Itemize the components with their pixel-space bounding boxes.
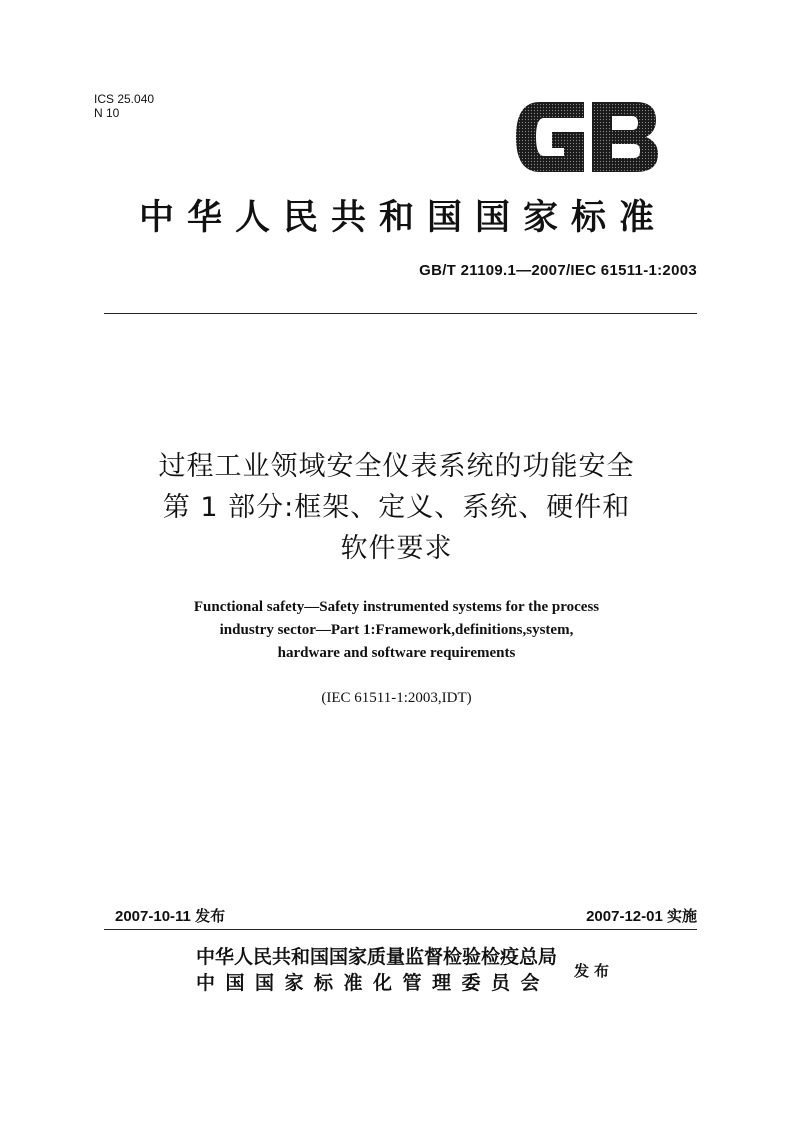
publish-label: 发布	[574, 962, 615, 980]
implementation-date: 2007-12-01 实施	[586, 908, 697, 925]
top-divider	[104, 313, 697, 314]
gb-logo	[512, 100, 660, 174]
adoption-note: (IEC 61511-1:2003,IDT)	[321, 690, 472, 706]
ics-code: ICS 25.040	[94, 92, 155, 106]
title-english-line-2: industry sector—Part 1:Framework,definitions,system,	[219, 622, 574, 638]
title-chinese-line-3: 软件要求	[340, 533, 453, 564]
issuer-sac: 中国国家标准化管理委员会	[196, 972, 551, 994]
standard-number: GB/T 21109.1—2007/IEC 61511-1:2003	[419, 262, 697, 279]
title-chinese-line-2: 第 1 部分:框架、定义、系统、硬件和	[162, 492, 631, 523]
national-standard-title: 中华人民共和国国家标准	[138, 197, 667, 238]
title-chinese	[0, 446, 793, 569]
issue-date: 2007-10-11 发布	[115, 908, 226, 925]
title-english	[0, 596, 793, 665]
title-english-line-3: hardware and software requirements	[277, 645, 516, 661]
category-code: N 10	[94, 106, 120, 120]
title-chinese-line-1: 过程工业领域安全仪表系统的功能安全	[158, 451, 635, 482]
issuing-authorities	[196, 944, 557, 996]
issuer-aqsiq: 中华人民共和国国家质量监督检验检疫总局	[196, 946, 558, 968]
classification-codes	[94, 92, 154, 120]
bottom-divider	[104, 929, 697, 930]
gb-logo-icon	[512, 100, 660, 174]
title-english-line-1: Functional safety—Safety instrumented systems for the process	[193, 599, 600, 615]
